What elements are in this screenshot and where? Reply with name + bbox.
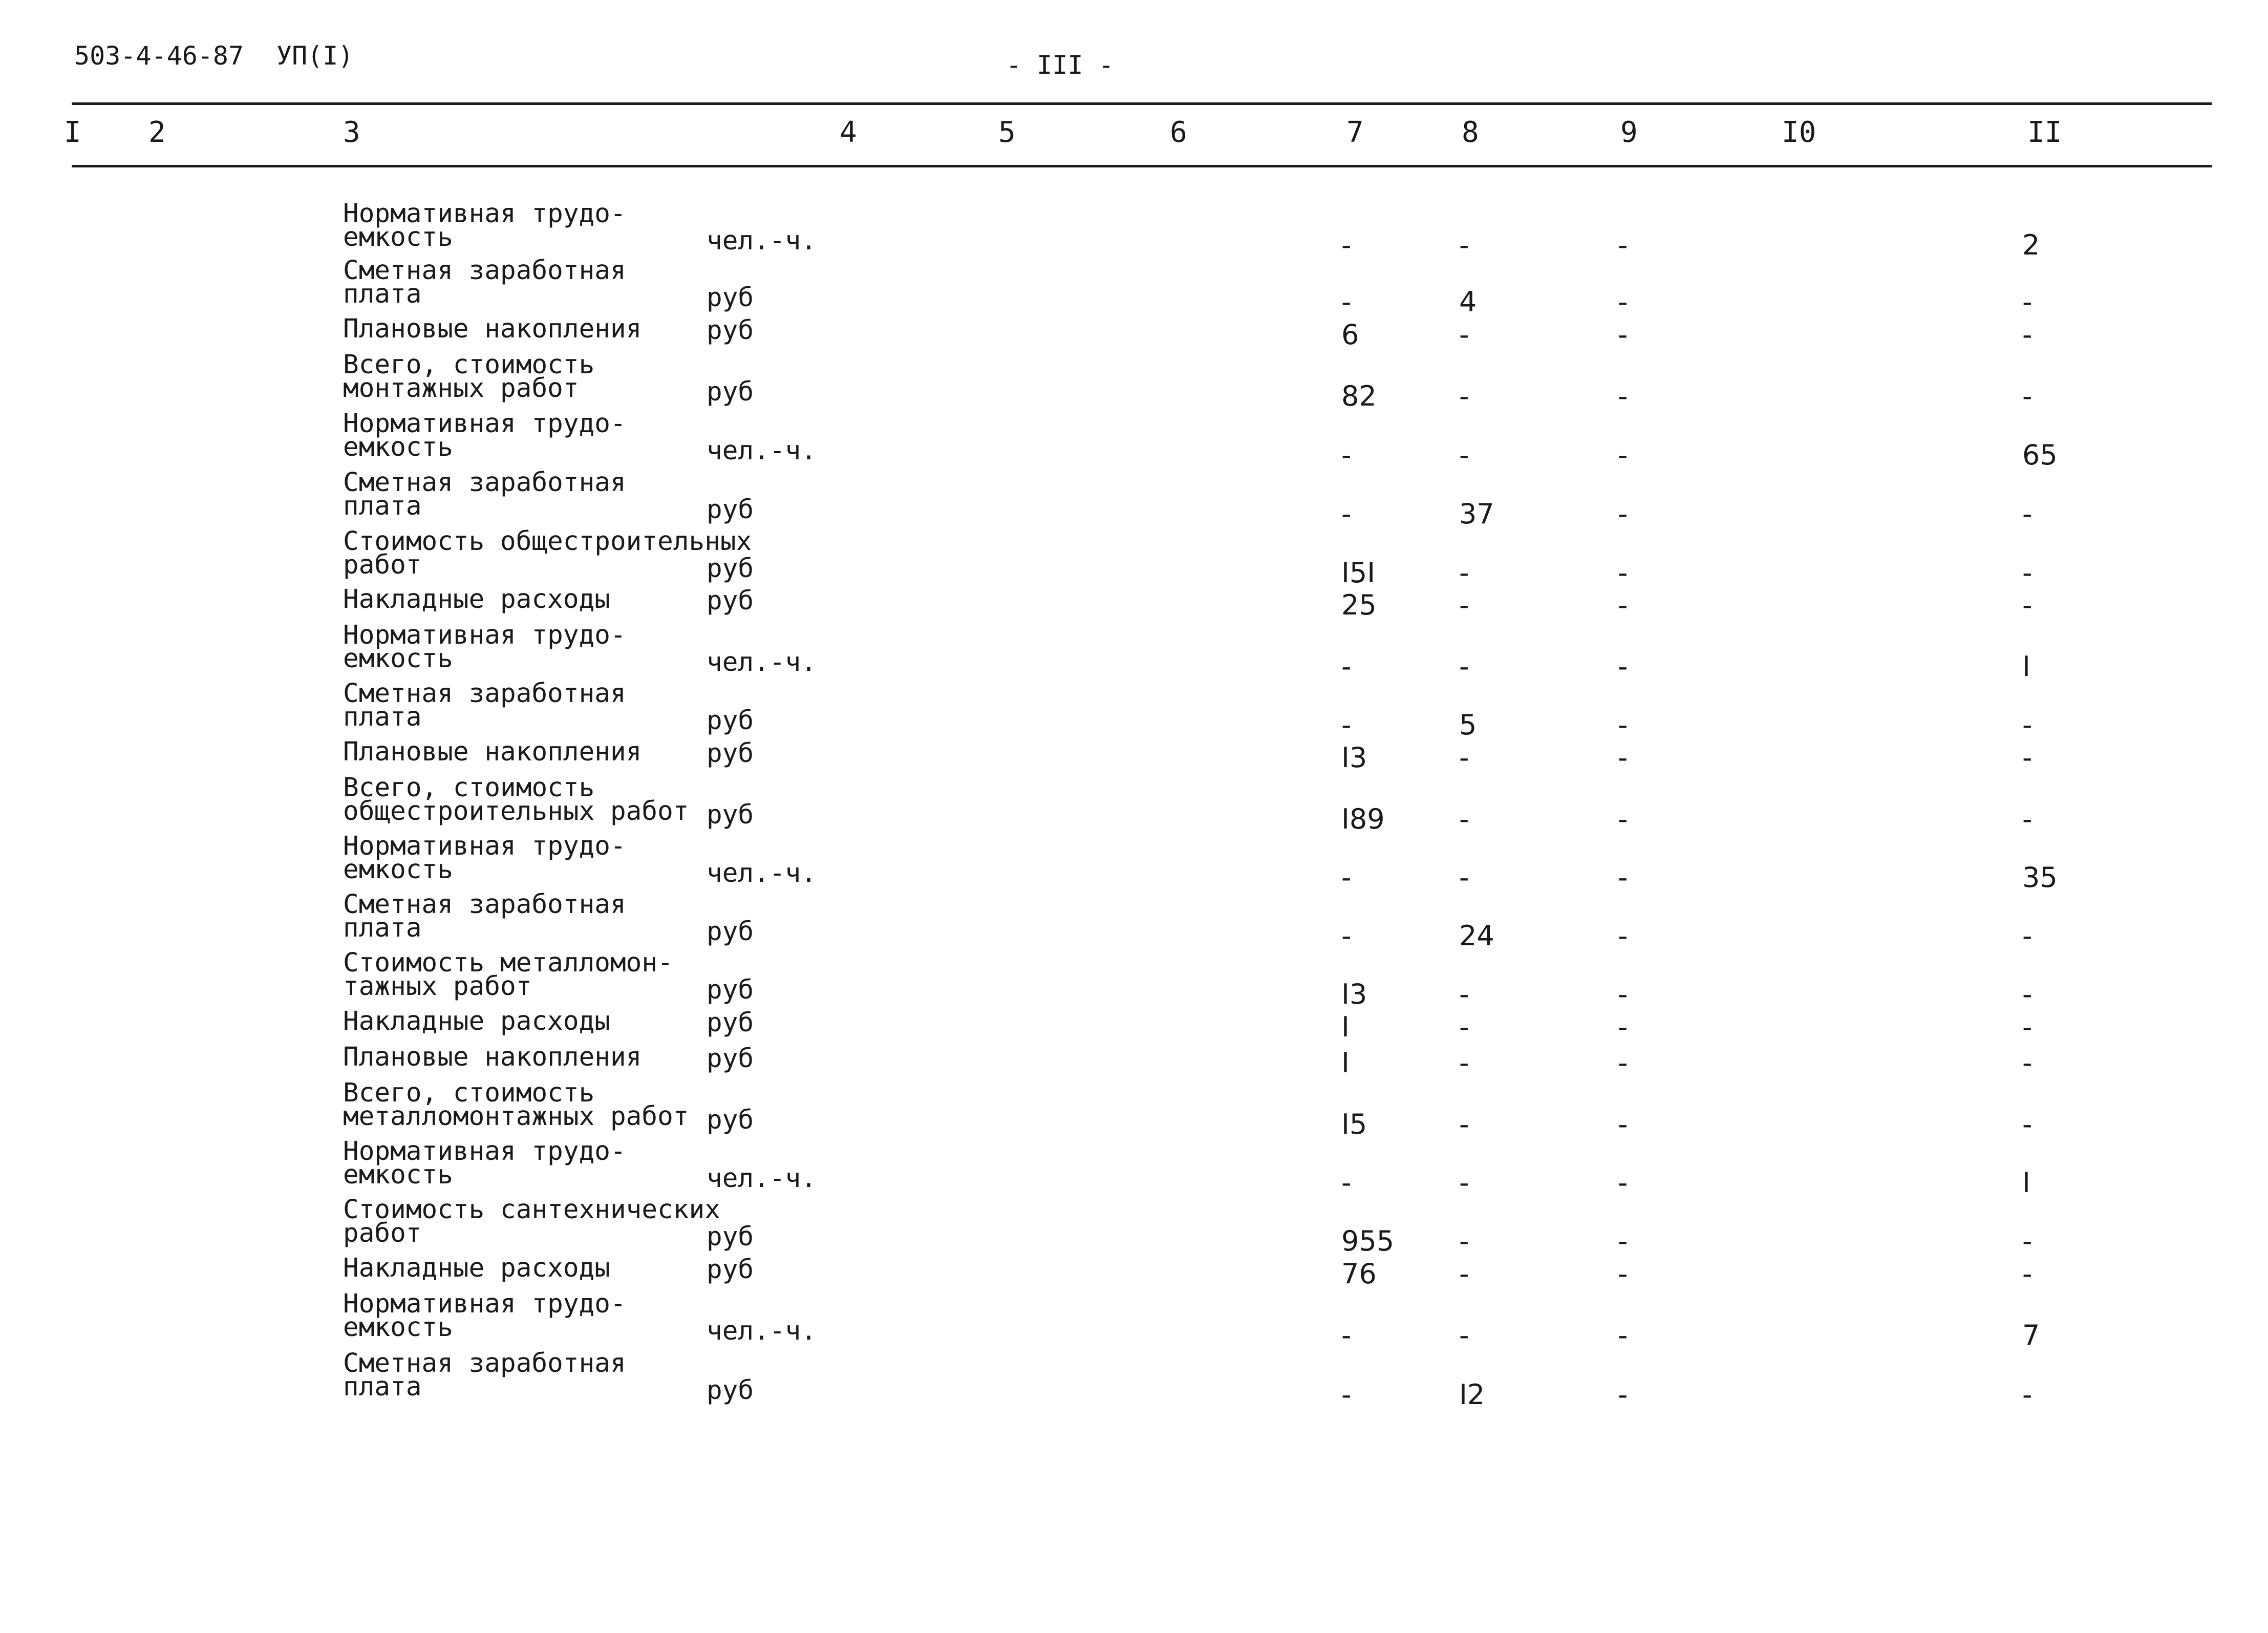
cell-col-11: - [2022,1258,2032,1290]
cell-col-11: - [2022,1225,2032,1257]
row-description: Накладные расходы [343,584,610,614]
page-number: - III - [1006,50,1114,80]
cell-col-9: - [1618,1378,1628,1411]
row-description: Нормативная трудо- емкость [343,409,626,462]
cell-col-11: - [2022,1011,2032,1043]
column-number: 2 [148,116,166,149]
cell-col-8: 5 [1459,709,1477,741]
cell-col-7: - [1341,1319,1352,1351]
album-code: УП(I) [276,41,354,71]
row-unit: руб [707,706,754,736]
cell-col-8: 37 [1459,498,1494,530]
cell-col-9: - [1618,1319,1628,1351]
cell-col-7: - [1341,1167,1352,1199]
cell-col-9: - [1618,229,1628,261]
column-number: 8 [1462,116,1479,149]
row-unit: чел.-ч. [707,1163,817,1194]
cell-col-8: - [1459,439,1469,471]
row-description: Всего, стоимость общестроительных работ [343,773,689,826]
cell-col-9: - [1618,1011,1628,1043]
row-description: Всего, стоимость металломонтажных работ [343,1078,689,1132]
row-unit: чел.-ч. [707,226,817,256]
column-number: 4 [840,116,857,149]
cell-col-8: - [1459,1047,1469,1079]
row-description: Стоимость металломон- тажных работ [343,948,673,1002]
row-unit: руб [707,1105,754,1135]
cell-col-7: 76 [1341,1258,1377,1290]
cell-col-7: - [1341,498,1352,530]
cell-col-8: - [1459,557,1469,589]
row-unit: руб [707,1375,754,1406]
cell-col-9: - [1618,1047,1628,1079]
cell-col-8: - [1459,229,1469,261]
column-number: 6 [1170,116,1187,149]
cell-col-9: - [1618,380,1628,412]
cell-col-11: 2 [2022,229,2040,261]
cell-col-7: - [1341,920,1352,952]
row-description: Плановые накопления [343,737,642,767]
row-description: Плановые накопления [343,1042,642,1072]
cell-col-7: I89 [1341,803,1385,835]
row-description: Накладные расходы [343,1006,610,1036]
cell-col-11: 65 [2022,439,2058,471]
row-unit: руб [707,1008,754,1038]
cell-col-9: - [1618,286,1628,318]
cell-col-7: I3 [1341,978,1367,1010]
cell-col-7: 82 [1341,380,1377,412]
row-description: Всего, стоимость монтажных работ [343,350,595,404]
row-unit: руб [707,586,754,616]
column-number: II [2027,116,2062,149]
cell-col-9: - [1618,1225,1628,1257]
cell-col-7: - [1341,286,1352,318]
cell-col-8: 4 [1459,286,1477,318]
column-number: 3 [343,116,360,149]
cell-col-7: - [1341,229,1352,261]
cell-col-11: - [2022,286,2032,318]
cell-col-11: - [2022,557,2032,589]
cell-col-11: - [2022,803,2032,835]
row-description: Сметная заработная плата [343,889,626,943]
cell-col-7: - [1341,650,1352,683]
cell-col-8: - [1459,1011,1469,1043]
cell-col-11: - [2022,920,2032,952]
row-unit: руб [707,917,754,947]
row-description: Нормативная трудо- емкость [343,831,626,885]
column-number: I [64,116,81,149]
cell-col-7: I [1341,1011,1350,1043]
cell-col-7: I [1341,1047,1350,1079]
cell-col-11: - [2022,1047,2032,1079]
row-description: Нормативная трудо- емкость [343,199,626,252]
row-unit: руб [707,1222,754,1252]
cell-col-9: - [1618,978,1628,1010]
cell-col-9: - [1618,741,1628,774]
row-description: Нормативная трудо- емкость [343,620,626,674]
cell-col-11: - [2022,709,2032,741]
cell-col-11: 35 [2022,861,2058,894]
row-unit: руб [707,554,754,584]
cell-col-7: - [1341,861,1352,894]
cell-col-7: I3 [1341,741,1367,774]
document-code: 503-4-46-87 [74,41,244,71]
row-description: Сметная заработная плата [343,468,626,521]
cell-col-8: - [1459,1167,1469,1199]
cell-col-11: 7 [2022,1319,2040,1351]
cell-col-8: I2 [1459,1378,1485,1411]
cell-col-8: - [1459,741,1469,774]
cell-col-11: - [2022,319,2032,351]
row-unit: руб [707,283,754,313]
cell-col-9: - [1618,1108,1628,1140]
cell-col-7: I5I [1341,557,1376,589]
row-unit: чел.-ч. [707,436,817,466]
cell-col-9: - [1618,709,1628,741]
cell-col-8: - [1459,1225,1469,1257]
cell-col-9: - [1618,1167,1628,1199]
cell-col-8: 24 [1459,920,1494,952]
cell-col-7: I5 [1341,1108,1367,1140]
cell-col-9: - [1618,557,1628,589]
header-bottom-rule [72,165,2212,167]
row-description: Плановые накопления [343,314,642,344]
cell-col-8: - [1459,978,1469,1010]
cell-col-9: - [1618,803,1628,835]
row-unit: руб [707,1255,754,1285]
row-unit: чел.-ч. [707,1316,817,1346]
cell-col-8: - [1459,861,1469,894]
cell-col-9: - [1618,319,1628,351]
cell-col-11: I [2022,650,2030,683]
row-description: Нормативная трудо- емкость [343,1136,626,1190]
column-number: I0 [1782,116,1816,149]
row-description: Нормативная трудо- емкость [343,1289,626,1343]
row-unit: руб [707,738,754,769]
column-number: 7 [1346,116,1364,149]
row-unit: руб [707,377,754,407]
cell-col-7: - [1341,709,1352,741]
cell-col-8: - [1459,1319,1469,1351]
row-unit: чел.-ч. [707,858,817,888]
cell-col-9: - [1618,650,1628,683]
cell-col-7: 25 [1341,589,1377,621]
cell-col-11: - [2022,498,2032,530]
cell-col-8: - [1459,803,1469,835]
table-top-rule [72,102,2212,105]
row-unit: чел.-ч. [707,647,817,677]
column-number: 5 [998,116,1016,149]
row-unit: руб [707,315,754,346]
row-unit: руб [707,800,754,830]
cell-col-9: - [1618,920,1628,952]
cell-col-11: - [2022,1378,2032,1411]
cell-col-8: - [1459,1108,1469,1140]
cell-col-8: - [1459,589,1469,621]
cell-col-8: - [1459,319,1469,351]
cell-col-9: - [1618,861,1628,894]
cell-col-11: - [2022,741,2032,774]
row-description: Стоимость сантехнических работ [343,1195,720,1248]
row-description: Сметная заработная плата [343,256,626,309]
cell-col-8: - [1459,650,1469,683]
cell-col-11: I [2022,1167,2030,1199]
cell-col-7: 955 [1341,1225,1395,1257]
cell-col-7: - [1341,439,1352,471]
cell-col-8: - [1459,1258,1469,1290]
cell-col-9: - [1618,439,1628,471]
row-description: Сметная заработная плата [343,678,626,732]
cell-col-7: - [1341,1378,1352,1411]
row-unit: руб [707,975,754,1005]
column-number: 9 [1620,116,1638,149]
cell-col-11: - [2022,978,2032,1010]
row-description: Накладные расходы [343,1253,610,1283]
cell-col-11: - [2022,380,2032,412]
cell-col-9: - [1618,1258,1628,1290]
row-unit: руб [707,1044,754,1074]
cell-col-9: - [1618,589,1628,621]
row-unit: руб [707,495,754,525]
cell-col-8: - [1459,380,1469,412]
cell-col-11: - [2022,589,2032,621]
row-description: Сметная заработная плата [343,1348,626,1402]
cell-col-9: - [1618,498,1628,530]
cell-col-7: 6 [1341,319,1359,351]
row-description: Стоимость общестроительных работ [343,526,752,580]
cell-col-11: - [2022,1108,2032,1140]
